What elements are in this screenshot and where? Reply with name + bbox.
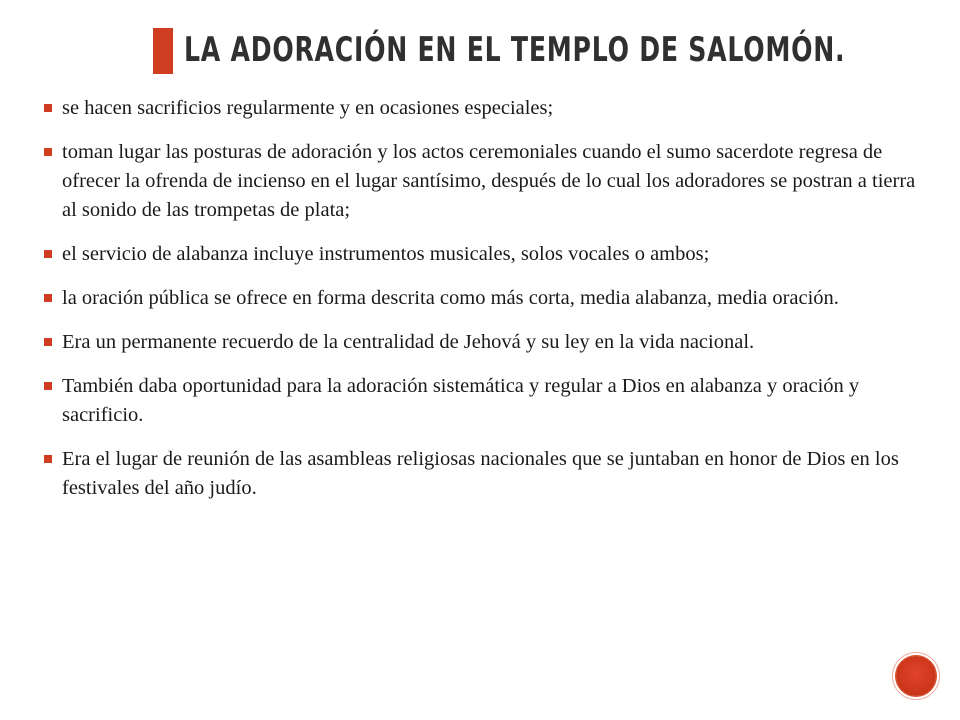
bullet-item [40,445,920,503]
square-bullet-icon [44,104,52,112]
bullet-text: el servicio de alabanza incluye instrumentos musicales, solos vocales o ambos; [62,243,710,265]
bullet-text: También daba oportunidad para la adoración sistemática y regular a Dios en alabanza y oración y sacrificio. [62,375,860,426]
square-bullet-icon [44,148,52,156]
bullet-item [40,284,920,313]
square-bullet-icon [44,382,52,390]
next-slide-button[interactable] [896,656,936,696]
bullet-item [40,328,920,357]
bullet-item [40,240,920,269]
bullet-item [40,94,920,123]
bullet-text: Era el lugar de reunión de las asambleas religiosas nacionales que se juntaban en honor de Dios en los festivales del año judío. [62,448,899,499]
square-bullet-icon [44,455,52,463]
bullet-text: Era un permanente recuerdo de la centralidad de Jehová y su ley en la vida nacional. [62,331,755,353]
bullet-item [40,138,920,225]
bullet-text: la oración pública se ofrece en forma descrita como más corta, media alabanza, media oración. [62,287,839,309]
bullet-text: toman lugar las posturas de adoración y los actos ceremoniales cuando el sumo sacerdote regresa de ofrecer la ofrenda de incienso en el lugar santísimo, después de lo cual los adoradores se postran a tierra al sonido de las trompetas de plata; [62,141,916,221]
bullet-list [40,94,920,518]
title-accent-square [153,28,173,74]
square-bullet-icon [44,294,52,302]
slide-title: LA ADORACIÓN EN EL TEMPLO DE SALOMÓN. [184,30,846,70]
bullet-item [40,372,920,430]
square-bullet-icon [44,338,52,346]
square-bullet-icon [44,250,52,258]
bullet-text: se hacen sacrificios regularmente y en ocasiones especiales; [62,97,554,119]
